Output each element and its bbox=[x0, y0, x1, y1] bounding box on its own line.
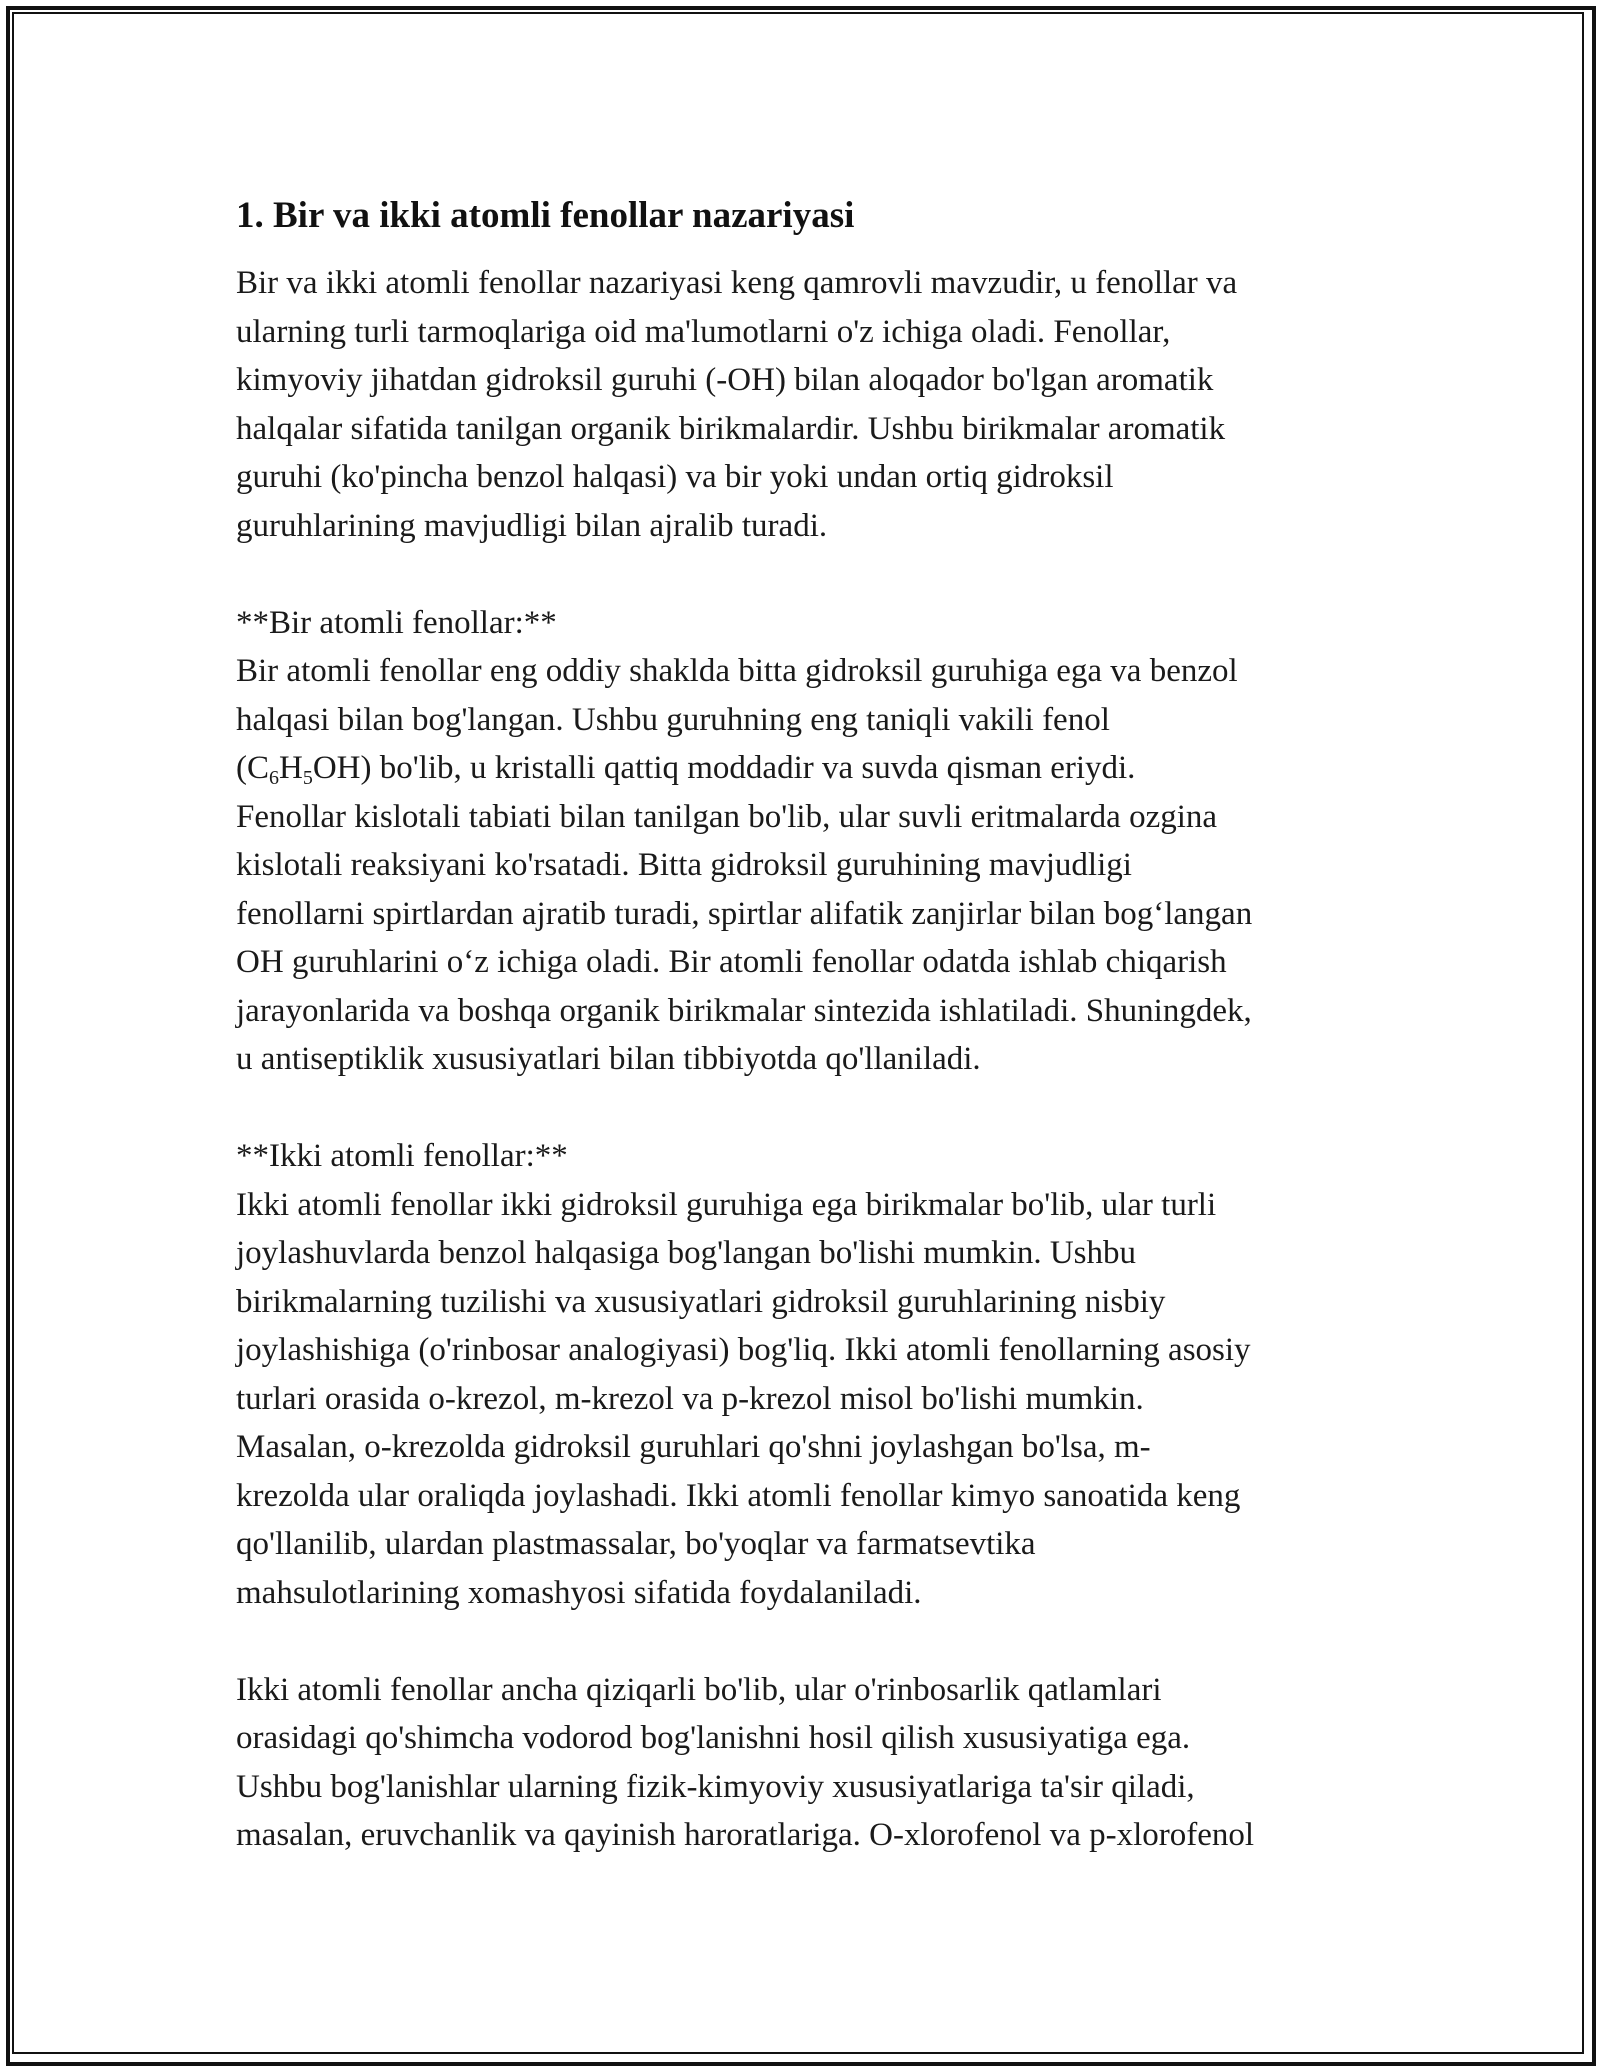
mono-phenols-paragraph bbox=[236, 647, 1376, 1084]
mono-phenols-text-end: bo'lib, u kristalli qattiq moddadir va suvda qisman eriydi. Fenollar kislotali tabiati bilan tanilgan bo'lib, ular suvli eritmalarda ozgina kislotali reaksiyani ko'rsatadi. Bitta gidroksil guruhining mavjudligi fenollarni spirtlardan ajratib turadi, spirtlar alifatik zanjirlar bilan bog‘langan OH guruhlarini o‘z ichiga oladi. Bir atomli fenollar odatda ishlab chiqarish jarayonlarida va boshqa organik birikmalar sintezida ishlatiladi. Shuningdek, u antiseptiklik xususiyatlari bilan tibbiyotda qo'llaniladi. bbox=[236, 750, 1253, 1077]
mono-phenols-text-start: Bir atomli fenollar eng oddiy shaklda bitta gidroksil guruhiga ega va benzol halqasi bilan bog'langan. Ushbu guruhning eng taniqli vakili fenol bbox=[236, 653, 1238, 738]
paragraph-spacer bbox=[236, 1084, 1376, 1133]
di-phenols-paragraph: Ikki atomli fenollar ikki gidroksil guruhiga ega birikmalar bo'lib, ular turli joylashuvlarda benzol halqasiga bog'langan bo'lishi mumkin. Ushbu birikmalarning tuzilishi va xususiyatlari gidroksil guruhlarining nisbiy joylashishiga (o'rinbosar analogiyasi) bog'liq. Ikki atomli fenollarning asosiy turlari orasida o-krezol, m-krezol va p-krezol misol bo'lishi mumkin. Masalan, o-krezolda gidroksil guruhlari qo'shni joylashgan bo'lsa, m- krezolda ular oraliqda joylashadi. Ikki atomli fenollar kimyo sanoatida keng qo'llanilib, ulardan plastmassalar, bo'yoqlar va farmatsevtika mahsulotlarining xomashyosi sifatida foydalaniladi. bbox=[236, 1186, 1251, 1611]
paragraph-spacer bbox=[236, 550, 1376, 599]
di-phenols-title: **Ikki atomli fenollar:** bbox=[236, 1138, 568, 1174]
section-heading: 1. Bir va ikki atomli fenollar nazariyasi bbox=[236, 195, 855, 236]
closing-paragraph: Ikki atomli fenollar ancha qiziqarli bo'lib, ular o'rinbosarlik qatlamlari orasidagi qo'shimcha vodorod bog'lanishni hosil qilish xususiyatiga ega. Ushbu bog'lanishlar ularning fizik-kimyoviy xususiyatlariga ta'sir qiladi, masalan, eruvchanlik va qayinish haroratlariga. O-xlorofenol va p-xlorofenol bbox=[236, 1671, 1255, 1853]
mono-phenols-title: **Bir atomli fenollar:** bbox=[236, 604, 557, 641]
document-page bbox=[236, 190, 1376, 1860]
phenol-formula: $(C_6H_5OH)$ bbox=[236, 750, 372, 789]
intro-paragraph: Bir va ikki atomli fenollar nazariyasi keng qamrovli mavzudir, u fenollar va ularning turli tarmoqlariga oid ma'lumotlarni o'z ichiga oladi. Fenollar, kimyoviy jihatdan gidroksil guruhi (-OH) bilan aloqador bo'lgan aromatik halqalar sifatida tanilgan organik birikmalardir. Ushbu birikmalar aromatik guruhi (ko'pincha benzol halqasi) va bir yoki undan ortiq gidroksil guruhlarining mavjudligi bilan ajralib turadi. bbox=[236, 265, 1238, 544]
paragraph-spacer bbox=[236, 1617, 1376, 1666]
